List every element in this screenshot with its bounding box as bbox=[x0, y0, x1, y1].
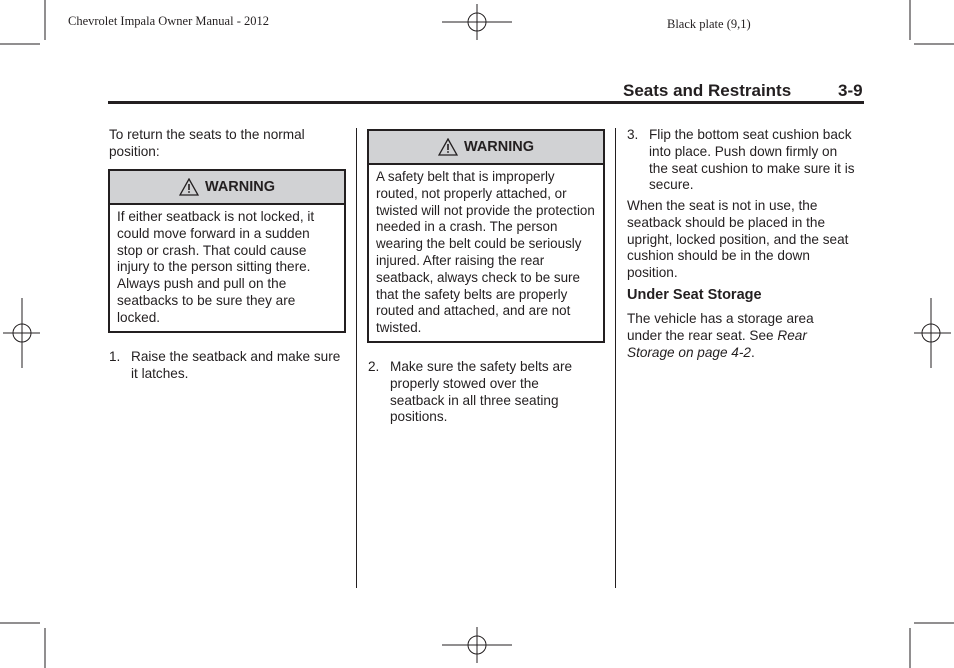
manual-title: Chevrolet Impala Owner Manual - 2012 bbox=[68, 14, 269, 28]
list-item bbox=[627, 127, 859, 194]
warning-text: If either seatback is not locked, it could move forward in a sudden stop or crash. That could cause injury to the person sitting there. Always push and pull on the seatbacks to be sure they are locked. bbox=[117, 209, 315, 325]
list-item bbox=[109, 349, 345, 383]
warning-icon bbox=[179, 178, 199, 196]
step-text: Raise the seatback and make sure it latches. bbox=[131, 349, 341, 381]
subheading: Under Seat Storage bbox=[627, 287, 762, 303]
step-number: 2. bbox=[368, 359, 380, 374]
page-number: 3-9 bbox=[838, 81, 863, 100]
storage-paragraph: The vehicle has a storage area under the rear seat. See Rear Storage on page 4-2. bbox=[627, 311, 814, 360]
section-title: Seats and Restraints bbox=[623, 81, 792, 100]
column-divider bbox=[615, 128, 616, 588]
warning-header bbox=[110, 171, 344, 205]
step-number: 3. bbox=[627, 127, 639, 142]
warning-box bbox=[367, 129, 605, 343]
column-divider bbox=[356, 128, 357, 588]
step-text: Make sure the safety belts are properly stowed over the seatback in all three seating positions. bbox=[390, 359, 573, 425]
warning-icon bbox=[438, 138, 458, 156]
step-text: Flip the bottom seat cushion back into place. Push down firmly on the seat cushion to make sure it is secure. bbox=[649, 127, 855, 193]
warning-text: A safety belt that is improperly routed, not properly attached, or twisted will not provide the protection needed in a crash. The person wearing the belt could be seriously injured. After raising the rear seatback, always check to be sure that the safety belts are properly routed and attached, and are not twisted. bbox=[376, 169, 595, 336]
plate-label: Black plate (9,1) bbox=[667, 17, 751, 31]
storage-cross-reference[interactable]: Rear Storage on page 4-2 bbox=[627, 327, 807, 360]
warning-label: WARNING bbox=[463, 139, 535, 155]
header-rule bbox=[108, 101, 864, 104]
step-number: 1. bbox=[109, 349, 121, 364]
seat-position-paragraph: When the seat is not in use, the seatback should be placed in the upright, locked position, and the seat cushion should be in the down position. bbox=[627, 198, 849, 281]
warning-box bbox=[108, 169, 346, 333]
list-item bbox=[368, 359, 594, 426]
intro-text: To return the seats to the normal position: bbox=[109, 127, 305, 159]
warning-label: WARNING bbox=[204, 179, 276, 195]
warning-header bbox=[369, 131, 603, 165]
